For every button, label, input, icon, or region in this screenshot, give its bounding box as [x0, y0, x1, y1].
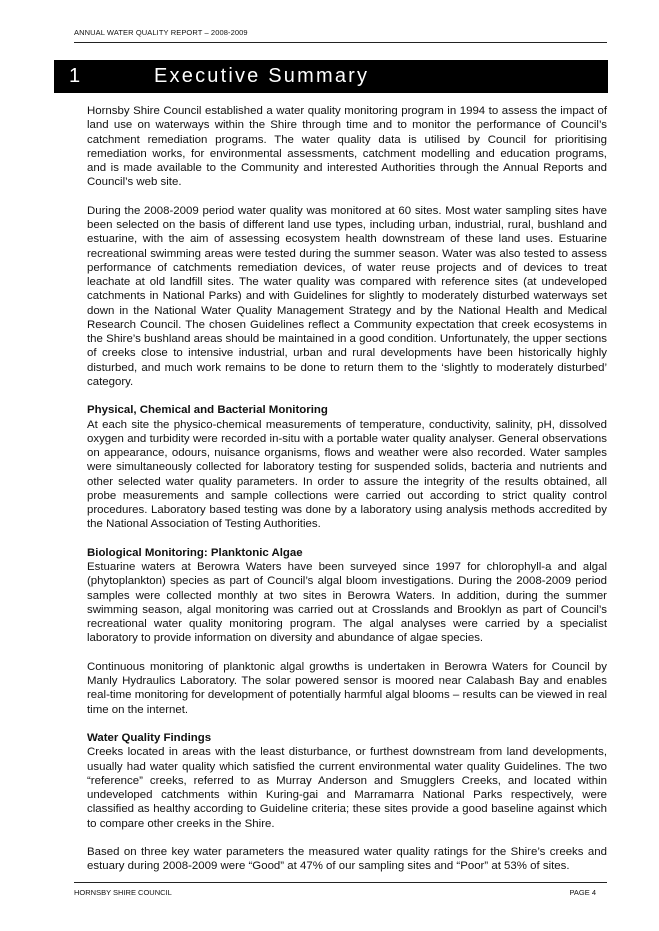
body-content	[87, 104, 607, 888]
header-rule	[74, 42, 607, 43]
heading-biological: Biological Monitoring: Planktonic Algae	[87, 546, 303, 559]
running-header: ANNUAL WATER QUALITY REPORT – 2008-2009	[74, 28, 248, 37]
footer-rule	[74, 882, 607, 883]
heading-physical-chemical: Physical, Chemical and Bacterial Monitoring	[87, 404, 328, 417]
section-number: 1	[69, 65, 81, 87]
paragraph-ratings: Based on three key water parameters the measured water quality ratings for the Shire’s creeks and estuary during 2008-2009 were “Good” at 47% of our sampling sites and “Poor” at 53% of sites.	[87, 846, 607, 873]
paragraph-continuous-monitoring: Continuous monitoring of planktonic algal growths is undertaken in Berowra Waters for Council by Manly Hydraulics Laboratory. The solar powered sensor is moored near Calabash Bay and enables real-time monitoring for development of potentially harmful algal blooms – results can be viewed in real time on the internet.	[87, 660, 607, 716]
paragraph-intro: Hornsby Shire Council established a water quality monitoring program in 1994 to assess the impact of land use on waterways within the Shire through time and to monitor the performance of Council’s catchment remediation programs. The water quality data is utilised by Council for prioritising remediation works, for environmental assessments, catchment modelling and education programs, and is made available to the Community and interested Authorities through the Annual Reports and Council’s web site.	[87, 105, 607, 189]
footer-organisation: HORNSBY SHIRE COUNCIL	[74, 888, 172, 897]
footer-page-number: PAGE 4	[569, 888, 596, 897]
paragraph-physical-chemical: At each site the physico-chemical measurements of temperature, conductivity, salinity, pH, dissolved oxygen and turbidity were recorded in-situ with a portable water quality analyser. General observations on appearance, odours, nuisance organisms, flows and weather were also recorded. Water samples were simultaneously collected for laboratory testing for suspended solids, bacteria and nutrients and other selected water quality parameters. In order to assure the integrity of the results obtained, all probe measurements and sample collections were carried out according to strict quality control procedures. Laboratory based testing was done by a laboratory using analysis methods accredited by the National Association of Testing Authorities.	[87, 418, 607, 531]
paragraph-findings: Creeks located in areas with the least disturbance, or furthest downstream from land developments, usually had water quality which satisfied the current environmental water quality Guidelines. The two “reference” creeks, referred to as Murray Anderson and Smugglers Creeks, and located within undeveloped catchments within Kuring-gai and Marramarra National Parks respectively, were classified as healthy according to Guideline criteria; these sites provide a good baseline against which to compare other creeks in the Shire.	[87, 746, 607, 830]
paragraph-monitoring-period: During the 2008-2009 period water quality was monitored at 60 sites. Most water sampling sites have been selected on the basis of different land use types, including urban, industrial, rural, bushland and estuarine, with the aim of assessing ecosystem health downstream of these land uses. Estuarine recreational swimming areas were tested during the summer season. Water was also tested to assess performance of catchments remediation devices, of water reuse projects and of devices to treat leachate at old landfill sites. The water quality was compared with reference sites (at undeveloped catchments in National Parks) and with Guidelines for slightly to moderately disturbed waterways set down in the National Water Quality Management Strategy and by the National Health and Medical Research Council. The chosen Guidelines reflect a Community expectation that creek ecosystems in the Shire’s bushland areas should be maintained in a good condition. Unfortunately, the upper sections of creeks close to intensive industrial, urban and rural developments have been historically highly disturbed, and much work remains to be done to return them to the ‘slightly to moderately disturbed’ category.	[87, 204, 607, 388]
heading-findings: Water Quality Findings	[87, 732, 212, 744]
section-title-bar	[54, 60, 608, 93]
section-title: Executive Summary	[154, 65, 370, 87]
paragraph-biological: Estuarine waters at Berowra Waters have been surveyed since 1997 for chlorophyll-a and algal (phytoplankton) species as part of Council’s algal bloom investigations. During the 2008-2009 period samples were collected monthly at two sites in Berowra Waters. In addition, during the summer swimming season, algal monitoring was carried out at Crosslands and Brooklyn as part of Council’s recreational water quality monitoring program. The algal analyses were carried by a specialist laboratory to provide information on diversity and abundance of algae species.	[87, 561, 607, 645]
